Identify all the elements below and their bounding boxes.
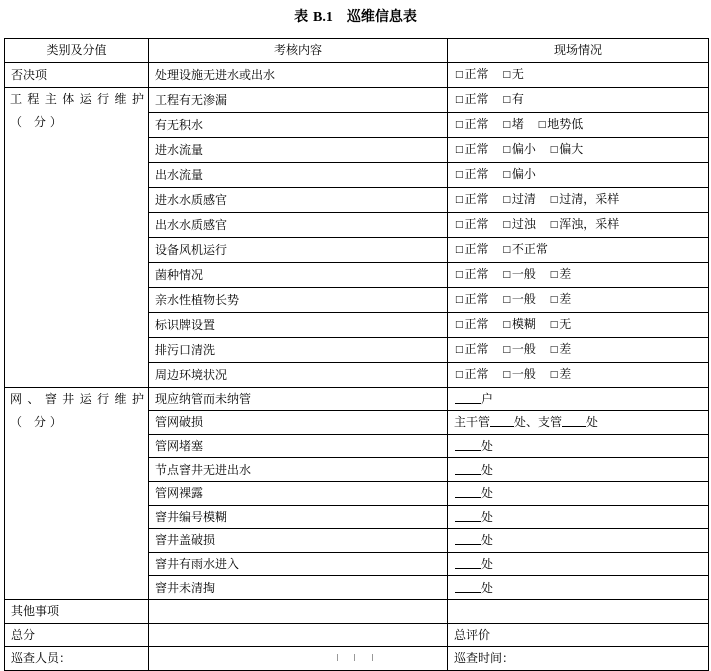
row-content: 菌种情况 — [149, 262, 448, 287]
option-label: 一般 — [511, 291, 536, 306]
unit-label: 户 — [481, 391, 494, 406]
category-network — [5, 387, 149, 599]
checkbox-option[interactable] — [502, 138, 536, 162]
checkbox-option[interactable] — [550, 313, 572, 337]
checkbox-icon[interactable]: □ — [502, 269, 511, 280]
checkbox-option[interactable] — [502, 88, 524, 112]
unit-label: 处 — [481, 462, 494, 477]
checkbox-icon[interactable]: □ — [549, 319, 559, 330]
row-situation — [448, 237, 709, 262]
checkbox-option[interactable] — [455, 213, 489, 237]
row-content: 窨井有雨水进入 — [149, 552, 448, 576]
row-content: 窨井盖破损 — [149, 529, 448, 553]
checkbox-icon[interactable]: □ — [455, 69, 464, 80]
unit-label: 处 — [481, 533, 494, 548]
option-label: 正常 — [464, 91, 489, 106]
count-blank[interactable] — [455, 485, 481, 498]
count-blank[interactable] — [455, 438, 481, 451]
checkbox-icon[interactable]: □ — [549, 294, 559, 305]
checkbox-option[interactable] — [502, 163, 536, 187]
header-situation: 现场情况 — [448, 39, 709, 63]
checkbox-icon[interactable]: □ — [502, 244, 511, 255]
option-label: 偏小 — [511, 166, 536, 181]
option-label: 正常 — [464, 316, 489, 331]
table-title — [0, 6, 711, 26]
option-label: 差 — [559, 266, 572, 281]
category-engineering-title: 工程主体运行维护 — [10, 91, 144, 106]
checkbox-icon[interactable]: □ — [502, 294, 511, 305]
inspect-time-label: 巡查时间： — [448, 647, 709, 671]
row-content: 标识牌设置 — [149, 312, 448, 337]
checkbox-option[interactable] — [502, 188, 536, 212]
row-content: 周边环境状况 — [149, 362, 448, 387]
row-content: 窨井编号模糊 — [149, 505, 448, 529]
inspection-table-wrapper — [4, 38, 708, 671]
branch-pipe-blank[interactable] — [562, 414, 586, 427]
checkbox-option[interactable] — [550, 213, 620, 237]
row-content: 排污口清洗 — [149, 337, 448, 362]
checkbox-option[interactable] — [502, 63, 524, 87]
row-situation — [448, 434, 709, 458]
table-row — [5, 623, 709, 647]
option-label: 有 — [511, 91, 524, 106]
row-content: 节点窨井无进出水 — [149, 458, 448, 482]
category-engineering-score: （ 分） — [10, 114, 66, 129]
row-situation — [448, 187, 709, 212]
row-content: 有无积水 — [149, 112, 448, 137]
option-label: 一般 — [511, 341, 536, 356]
option-label: 堵 — [511, 116, 524, 131]
option-label: 无 — [511, 66, 524, 81]
checkbox-option[interactable] — [455, 163, 489, 187]
category-network-score: （ 分） — [10, 414, 66, 429]
checkbox-option[interactable] — [502, 313, 536, 337]
other-matters-situation[interactable] — [448, 599, 709, 623]
row-content: 处理设施无进水或出水 — [149, 62, 448, 87]
row-content: 窨井未清掏 — [149, 576, 448, 600]
checkbox-icon[interactable]: □ — [455, 119, 464, 130]
checkbox-icon[interactable]: □ — [549, 369, 559, 380]
unit-label: 处 — [481, 509, 494, 524]
checkbox-option[interactable] — [455, 313, 489, 337]
table-title-text: 巡维信息表 — [346, 9, 417, 25]
table-row — [5, 599, 709, 623]
checkbox-icon[interactable]: □ — [549, 219, 559, 230]
checkbox-icon[interactable]: □ — [537, 119, 547, 130]
checkbox-option[interactable] — [455, 113, 489, 137]
checkbox-option[interactable] — [502, 338, 536, 362]
checkbox-option[interactable] — [455, 263, 489, 287]
option-label: 无 — [559, 316, 572, 331]
option-label: 过清 — [511, 191, 536, 206]
unit-label: 处 — [481, 439, 494, 454]
row-situation — [448, 212, 709, 237]
checkbox-option[interactable] — [550, 138, 584, 162]
count-blank[interactable] — [455, 532, 481, 545]
page-fold-marker-center — [354, 654, 355, 661]
row-situation — [448, 458, 709, 482]
option-label: 不正常 — [511, 241, 548, 256]
inspector-label: 巡查人员： — [5, 647, 149, 671]
row-situation — [448, 362, 709, 387]
checkbox-icon[interactable]: □ — [455, 369, 464, 380]
row-situation — [448, 576, 709, 600]
option-label: 正常 — [464, 341, 489, 356]
checkbox-option[interactable] — [455, 338, 489, 362]
row-situation — [448, 505, 709, 529]
option-label: 过浊 — [511, 216, 536, 231]
count-blank[interactable] — [455, 462, 481, 475]
checkbox-option[interactable] — [538, 113, 584, 137]
checkbox-option[interactable] — [455, 63, 489, 87]
header-category: 类别及分值 — [5, 39, 149, 63]
row-situation — [448, 87, 709, 112]
option-label: 地势低 — [547, 116, 584, 131]
total-evaluation-label: 总评价 — [448, 623, 709, 647]
option-label: 正常 — [464, 166, 489, 181]
row-content: 出水流量 — [149, 162, 448, 187]
table-row — [5, 62, 709, 87]
option-label: 过清，采样 — [559, 191, 620, 206]
option-label: 差 — [559, 366, 572, 381]
option-label: 正常 — [464, 116, 489, 131]
checkbox-icon[interactable]: □ — [502, 319, 511, 330]
option-label: 模糊 — [511, 316, 536, 331]
checkbox-icon[interactable]: □ — [502, 194, 511, 205]
option-label: 偏小 — [511, 141, 536, 156]
row-situation — [448, 481, 709, 505]
checkbox-option[interactable] — [455, 363, 489, 387]
row-situation — [448, 287, 709, 312]
unit-label: 处 — [481, 557, 494, 572]
option-label: 差 — [559, 291, 572, 306]
count-blank[interactable] — [455, 509, 481, 522]
checkbox-icon[interactable]: □ — [455, 94, 464, 105]
checkbox-icon[interactable]: □ — [502, 119, 511, 130]
checkbox-icon[interactable]: □ — [455, 294, 464, 305]
row-situation — [448, 529, 709, 553]
row-situation — [448, 62, 709, 87]
checkbox-icon[interactable]: □ — [455, 269, 464, 280]
checkbox-option[interactable] — [550, 288, 572, 312]
row-situation — [448, 337, 709, 362]
row-content: 出水水质感官 — [149, 212, 448, 237]
option-label: 正常 — [464, 366, 489, 381]
checkbox-icon[interactable]: □ — [502, 169, 511, 180]
total-score-label: 总分 — [5, 623, 149, 647]
row-content: 进水水质感官 — [149, 187, 448, 212]
checkbox-icon[interactable]: □ — [502, 94, 511, 105]
checkbox-option[interactable] — [455, 88, 489, 112]
checkbox-option[interactable] — [502, 288, 536, 312]
row-content: 进水流量 — [149, 137, 448, 162]
table-title-number: B.1 — [313, 10, 333, 25]
row-situation — [448, 262, 709, 287]
row-situation — [448, 112, 709, 137]
category-network-title: 网、窨井运行维护 — [10, 391, 144, 406]
checkbox-option[interactable] — [550, 363, 572, 387]
checkbox-icon[interactable]: □ — [455, 169, 464, 180]
checkbox-option[interactable] — [502, 213, 536, 237]
option-label: 一般 — [511, 366, 536, 381]
checkbox-icon[interactable]: □ — [502, 344, 511, 355]
checkbox-option[interactable] — [502, 263, 536, 287]
count-blank[interactable] — [455, 580, 481, 593]
checkbox-option[interactable] — [550, 263, 572, 287]
option-label: 正常 — [464, 66, 489, 81]
main-pipe-blank[interactable] — [490, 414, 514, 427]
row-situation — [448, 552, 709, 576]
option-label: 正常 — [464, 241, 489, 256]
checkbox-icon[interactable]: □ — [502, 69, 511, 80]
row-content: 管网裸露 — [149, 481, 448, 505]
checkbox-option[interactable] — [502, 238, 548, 262]
main-pipe-unit: 处、支管 — [514, 415, 563, 430]
checkbox-icon[interactable]: □ — [502, 144, 511, 155]
checkbox-icon[interactable]: □ — [502, 369, 511, 380]
checkbox-icon[interactable]: □ — [549, 194, 559, 205]
row-content: 管网堵塞 — [149, 434, 448, 458]
checkbox-icon[interactable]: □ — [455, 194, 464, 205]
page-fold-marker — [337, 654, 373, 661]
checkbox-icon[interactable]: □ — [455, 219, 464, 230]
checkbox-option[interactable] — [550, 188, 620, 212]
option-label: 正常 — [464, 216, 489, 231]
table-title-label: 表 — [294, 9, 309, 25]
checkbox-icon[interactable]: □ — [549, 144, 559, 155]
inspector-value[interactable] — [149, 647, 448, 671]
row-situation — [448, 387, 709, 411]
unit-label: 处 — [481, 580, 494, 595]
inspection-table — [4, 38, 709, 671]
table-row — [5, 387, 709, 411]
option-label: 一般 — [511, 266, 536, 281]
row-situation — [448, 312, 709, 337]
row-content: 现应纳管而未纳管 — [149, 387, 448, 411]
unit-label: 处 — [481, 486, 494, 501]
category-engineering — [5, 87, 149, 387]
main-pipe-label: 主干管 — [454, 415, 491, 430]
checkbox-icon[interactable]: □ — [455, 144, 464, 155]
row-content: 亲水性植物长势 — [149, 287, 448, 312]
count-blank[interactable] — [455, 556, 481, 569]
checkbox-option[interactable] — [502, 113, 524, 137]
option-label: 正常 — [464, 141, 489, 156]
row-situation — [448, 411, 709, 435]
other-matters-content[interactable] — [149, 599, 448, 623]
header-content: 考核内容 — [149, 39, 448, 63]
checkbox-option[interactable] — [502, 363, 536, 387]
row-content: 设备风机运行 — [149, 237, 448, 262]
checkbox-icon[interactable]: □ — [549, 269, 559, 280]
row-situation — [448, 137, 709, 162]
checkbox-icon[interactable]: □ — [455, 244, 464, 255]
option-label: 浑浊，采样 — [559, 216, 620, 231]
option-label: 偏大 — [559, 141, 584, 156]
checkbox-icon[interactable]: □ — [502, 219, 511, 230]
checkbox-icon[interactable]: □ — [549, 344, 559, 355]
branch-pipe-unit: 处 — [586, 415, 599, 430]
other-matters-label: 其他事项 — [5, 599, 149, 623]
checkbox-option[interactable] — [550, 338, 572, 362]
category-veto: 否决项 — [5, 62, 149, 87]
checkbox-icon[interactable]: □ — [455, 344, 464, 355]
row-content: 管网破损 — [149, 411, 448, 435]
option-label: 差 — [559, 341, 572, 356]
checkbox-option[interactable] — [455, 188, 489, 212]
total-score-value[interactable] — [149, 623, 448, 647]
row-content: 工程有无渗漏 — [149, 87, 448, 112]
option-label: 正常 — [464, 266, 489, 281]
checkbox-icon[interactable]: □ — [455, 319, 464, 330]
checkbox-option[interactable] — [455, 138, 489, 162]
checkbox-option[interactable] — [455, 238, 489, 262]
checkbox-option[interactable] — [455, 288, 489, 312]
option-label: 正常 — [464, 191, 489, 206]
count-blank[interactable] — [455, 391, 481, 404]
option-label: 正常 — [464, 291, 489, 306]
header-row — [5, 39, 709, 63]
row-situation — [448, 162, 709, 187]
table-row — [5, 87, 709, 112]
